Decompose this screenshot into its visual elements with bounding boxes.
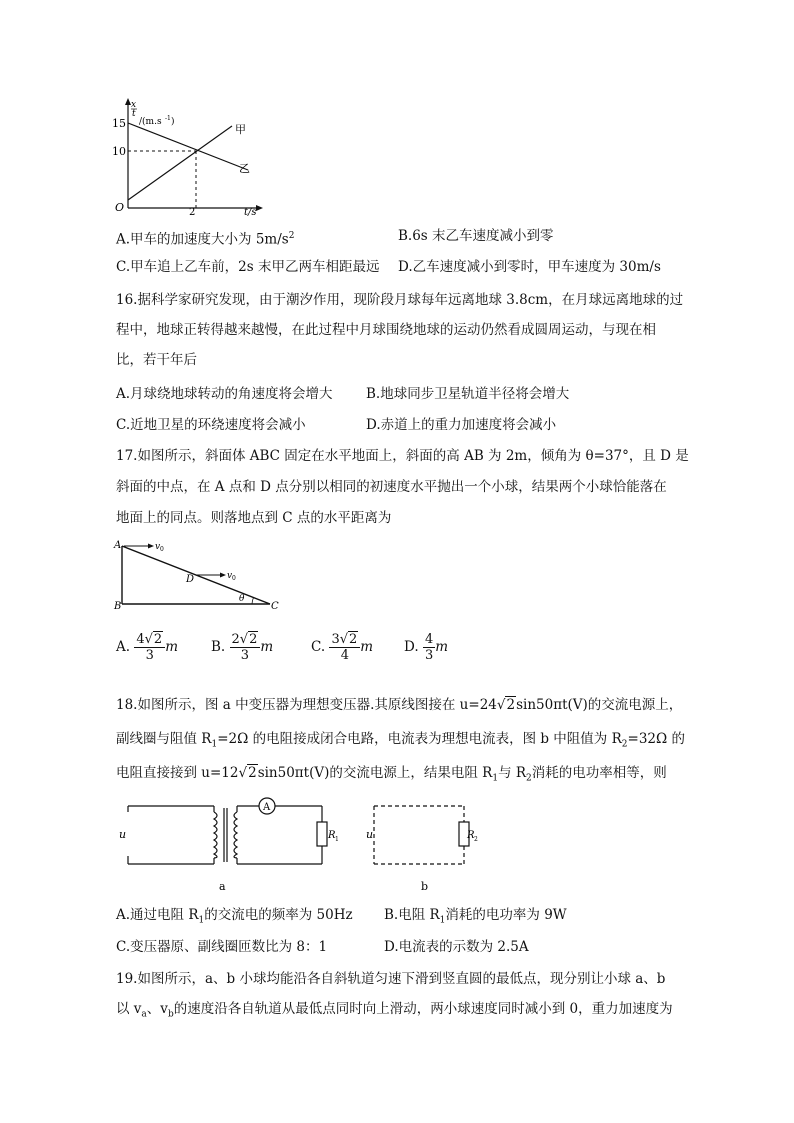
svg-text:1: 1 (335, 836, 339, 843)
q16-option-a: A.月球绕地球转动的角速度将会增大 (116, 386, 333, 402)
x-axis-label: t/s (244, 207, 257, 218)
point-d-label: D (186, 574, 195, 585)
q17-option-a: A. $\frac{4√2}{3}$ m (116, 632, 179, 663)
q17-option-d: D. $\frac{4}{3}$ m (404, 632, 449, 663)
q19-stem-line-2: 以 $v_a$、$v_b$的速度沿各自轨道从最低点同时向上滑动，两小球速度同时减小到 0，重力加速度为 (116, 1001, 673, 1020)
y-unit-sup: -1 (165, 115, 171, 122)
q19-stem-line-1: 19.如图所示，a、b 小球均能沿各自斜轨道匀速下滑到竖直圆的最低点，现分别让小球 a、b (116, 971, 666, 987)
q18-stem-line-2: 副线圈与阻值 $R_1=2\Omega$ 的电阻接成闭合电路，电流表为理想电流表，图 b 中阻值为 $R_2=32\Omega$ 的 (116, 731, 685, 750)
q15-option-d: D.乙车速度减小到零时，甲车速度为 30m/s (398, 259, 661, 275)
svg-text:0: 0 (160, 546, 164, 553)
theta-label: θ (239, 594, 245, 604)
q18-option-d: D.电流表的示数为 2.5A (384, 939, 529, 955)
point-b-label: B (114, 601, 122, 612)
q18-option-b: B.电阻 $R_1$消耗的电功率为 9W (384, 907, 567, 926)
q15-option-a: A.甲车的加速度大小为 $5m/s^2$ (116, 231, 295, 248)
line-yi-label: 乙 (239, 162, 250, 175)
q18-option-a: A.通过电阻 $R_1$的交流电的频率为 50Hz (116, 907, 353, 926)
figure-b-caption: b (421, 880, 429, 893)
line-yi (128, 123, 248, 170)
source-u-label-b: u (366, 828, 374, 841)
point-a-label: A (114, 540, 122, 551)
q17-option-c: C. $\frac{3√2}{4}$ m (311, 632, 374, 663)
q17-stem-line-2: 斜面的中点，在 A 点和 D 点分别以相同的初速度水平抛出一个小球，结果两个小球恰能落在 (116, 479, 667, 495)
source-u-label-a: u (119, 828, 127, 841)
resistor-r1-label: R (328, 830, 336, 841)
q16-option-d: D.赤道上的重力加速度将会减小 (366, 417, 557, 433)
v0-label-d: v (227, 571, 233, 581)
resistor-r2-label: R (467, 830, 475, 841)
y-unit-close: ) (171, 117, 175, 127)
q16-stem-line-2: 程中，地球正转得越来越慢，在此过程中月球围绕地球的运动仍然看成圆周运动，与现在相 (116, 322, 656, 338)
line-jia (128, 126, 232, 200)
q18-stem-line-1: 18.如图所示，图 a 中变压器为理想变压器.其原线图接在 u=24√2sin50πt(V)的交流电源上， (116, 697, 683, 713)
q16-stem-line-1: 16.据科学家研究发现，由于潮汐作用，现阶段月球每年远离地球 3.8cm，在月球远离地球的过 (116, 292, 684, 308)
figure-a-caption: a (219, 880, 226, 893)
circuit-figure-a (118, 798, 339, 896)
q15-option-b: B.6s 末乙车速度减小到零 (398, 228, 554, 244)
q15-option-c: C.甲车追上乙车前，2s 末甲乙两车相距最远 (116, 259, 380, 275)
q16-option-b: B.地球同步卫星轨道半径将会增大 (366, 386, 570, 402)
q17-option-b: B. $\frac{2√2}{3}$ m (211, 632, 274, 663)
ammeter-label: A (263, 802, 271, 813)
v0-label-a: v (155, 542, 161, 552)
svg-text:0: 0 (232, 575, 236, 582)
origin-label: O (115, 201, 125, 214)
y-unit: /(m.s (139, 117, 162, 127)
y-axis-label-bottom: t (132, 109, 136, 119)
velocity-time-graph (108, 96, 268, 218)
incline-figure (112, 538, 284, 614)
q17-stem-line-1: 17.如图所示，斜面体 ABC 固定在水平地面上，斜面的高 AB 为 2m，倾角为 θ=37°，且 D 是 (116, 448, 689, 464)
svg-text:2: 2 (474, 836, 478, 843)
y-axis-label-top: x (131, 100, 137, 110)
tick-10: 10 (112, 145, 126, 158)
tick-15: 15 (112, 117, 126, 130)
tick-2: 2 (189, 207, 196, 218)
q16-option-c: C.近地卫星的环绕速度将会减小 (116, 417, 306, 433)
q18-stem-line-3: 电阻直接接到 u=12√2sin50πt(V)的交流电源上，结果电阻 $R_1$与 $R_2$消耗的电功率相等，则 (116, 765, 667, 784)
point-c-label: C (271, 601, 279, 612)
line-jia-label: 甲 (235, 123, 246, 136)
q17-stem-line-3: 地面上的同点。则落地点到 C 点的水平距离为 (116, 510, 392, 526)
q16-stem-line-3: 比，若干年后 (116, 352, 197, 368)
q18-option-c: C.变压器原、副线圈匝数比为 8：1 (116, 939, 328, 955)
circuit-figure-b (364, 798, 494, 896)
